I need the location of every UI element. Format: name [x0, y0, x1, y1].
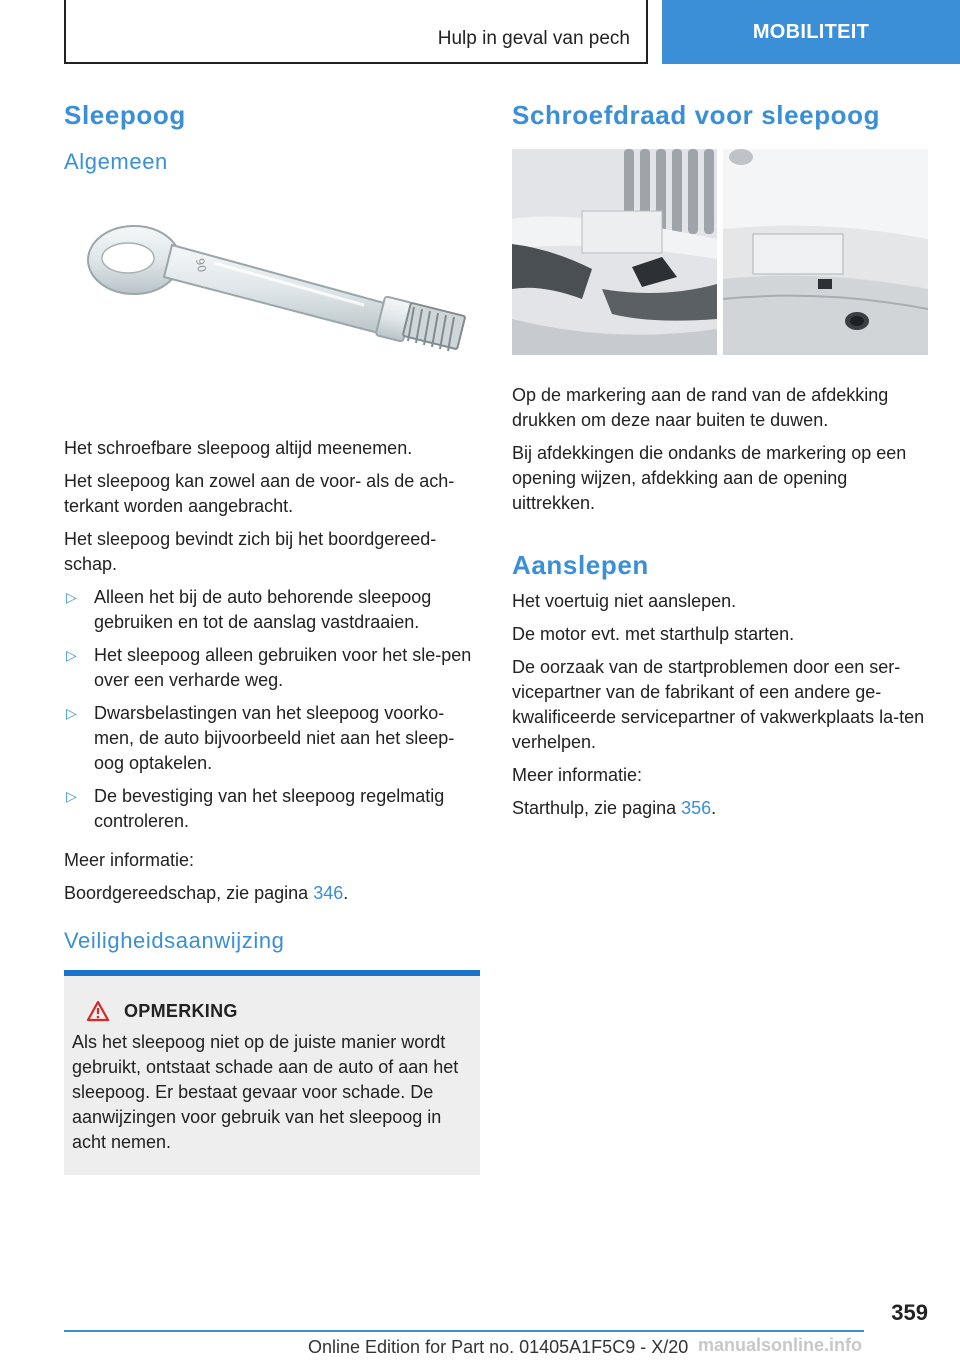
list-item: ▷ De bevestiging van het sleepoog regelmatig controleren. — [66, 786, 445, 831]
paragraph: Het voertuig niet aanslepen. — [512, 591, 737, 611]
page-link-356[interactable]: 356 — [681, 798, 712, 818]
footer-divider — [64, 1330, 864, 1332]
warning-text: Als het sleepoog niet op de juiste manier wordt gebruikt, ontstaat schade aan de auto of aan het sleepoog. Er bestaat gevaar voor schade. De aanwijzingen voor gebruik van het sleepoog in acht nemen. — [72, 1032, 459, 1152]
warning-box — [64, 970, 480, 1175]
front-bumper-image — [512, 149, 717, 355]
header-section-title: Hulp in geval van pech — [437, 28, 630, 49]
header-chapter-tab[interactable]: MOBILITEIT — [662, 0, 960, 64]
paragraph: Het sleepoog kan zowel aan de voor- als de ach-terkant worden aangebracht. — [64, 471, 455, 516]
footer-edition-text: Online Edition for Part no. 01405A1F5C9 - X/20 — [308, 1337, 689, 1357]
paragraph: Bij afdekkingen die ondanks de markering op een opening wijzen, afdekking aan de opening uittrekken. — [512, 443, 907, 513]
page-link-346[interactable]: 346 — [313, 883, 344, 903]
hook-marking-text: 90 — [193, 257, 209, 274]
tow-hook-image — [64, 185, 480, 415]
triangle-bullet-icon: ▷ — [66, 788, 77, 804]
section-title-sleepoog: Sleepoog — [64, 100, 186, 130]
triangle-bullet-icon: ▷ — [66, 705, 77, 721]
paragraph: Het sleepoog bevindt zich bij het boordgereed-schap. — [64, 529, 437, 574]
left-column — [64, 100, 480, 1175]
list-item: ▷ Dwarsbelastingen van het sleepoog voorko-men, de auto bijvoorbeeld niet aan het sleep-oog optakelen. — [66, 703, 455, 773]
paragraph: De oorzaak van de startproblemen door een ser-vicepartner van de fabrikant of een andere ge-kwalificeerde servicepartner of vakwerkplaats la-ten verhelpen. — [512, 657, 925, 752]
warning-triangle-icon — [86, 1000, 110, 1022]
instruction-list — [64, 585, 480, 834]
section-title-schroefdraad: Schroefdraad voor sleepoog — [512, 100, 881, 130]
more-info-label: Meer informatie: — [512, 765, 643, 785]
list-item: ▷ Alleen het bij de auto behorende sleepoog gebruiken en tot de aanslag vastdraaien. — [66, 587, 432, 632]
rear-bumper-image — [723, 149, 928, 355]
subsection-title-algemeen: Algemeen — [64, 149, 168, 174]
warning-title: OPMERKING — [124, 1000, 238, 1021]
paragraph: Het schroefbare sleepoog altijd meenemen. — [64, 438, 413, 458]
footer-watermark: manualsonline.info — [698, 1335, 863, 1355]
paragraph: Op de markering aan de rand van de afdekking drukken om deze naar buiten te duwen. — [512, 385, 889, 430]
paragraph: De motor evt. met starthulp starten. — [512, 624, 795, 644]
list-item: ▷ Het sleepoog alleen gebruiken voor het sle-pen over een verharde weg. — [66, 645, 472, 690]
page-number: 359 — [891, 1300, 928, 1325]
section-title-aanslepen: Aanslepen — [512, 550, 649, 580]
triangle-bullet-icon: ▷ — [66, 647, 77, 663]
more-info-label: Meer informatie: — [64, 850, 195, 870]
tow-thread-cover-images — [512, 149, 928, 355]
triangle-bullet-icon: ▷ — [66, 589, 77, 605]
right-column — [512, 100, 928, 829]
subsection-title-veiligheid: Veiligheidsaanwijzing — [64, 928, 285, 953]
cross-reference: Boordgereedschap, zie pagina 346. — [64, 883, 349, 903]
cross-reference: Starthulp, zie pagina 356. — [512, 798, 717, 818]
